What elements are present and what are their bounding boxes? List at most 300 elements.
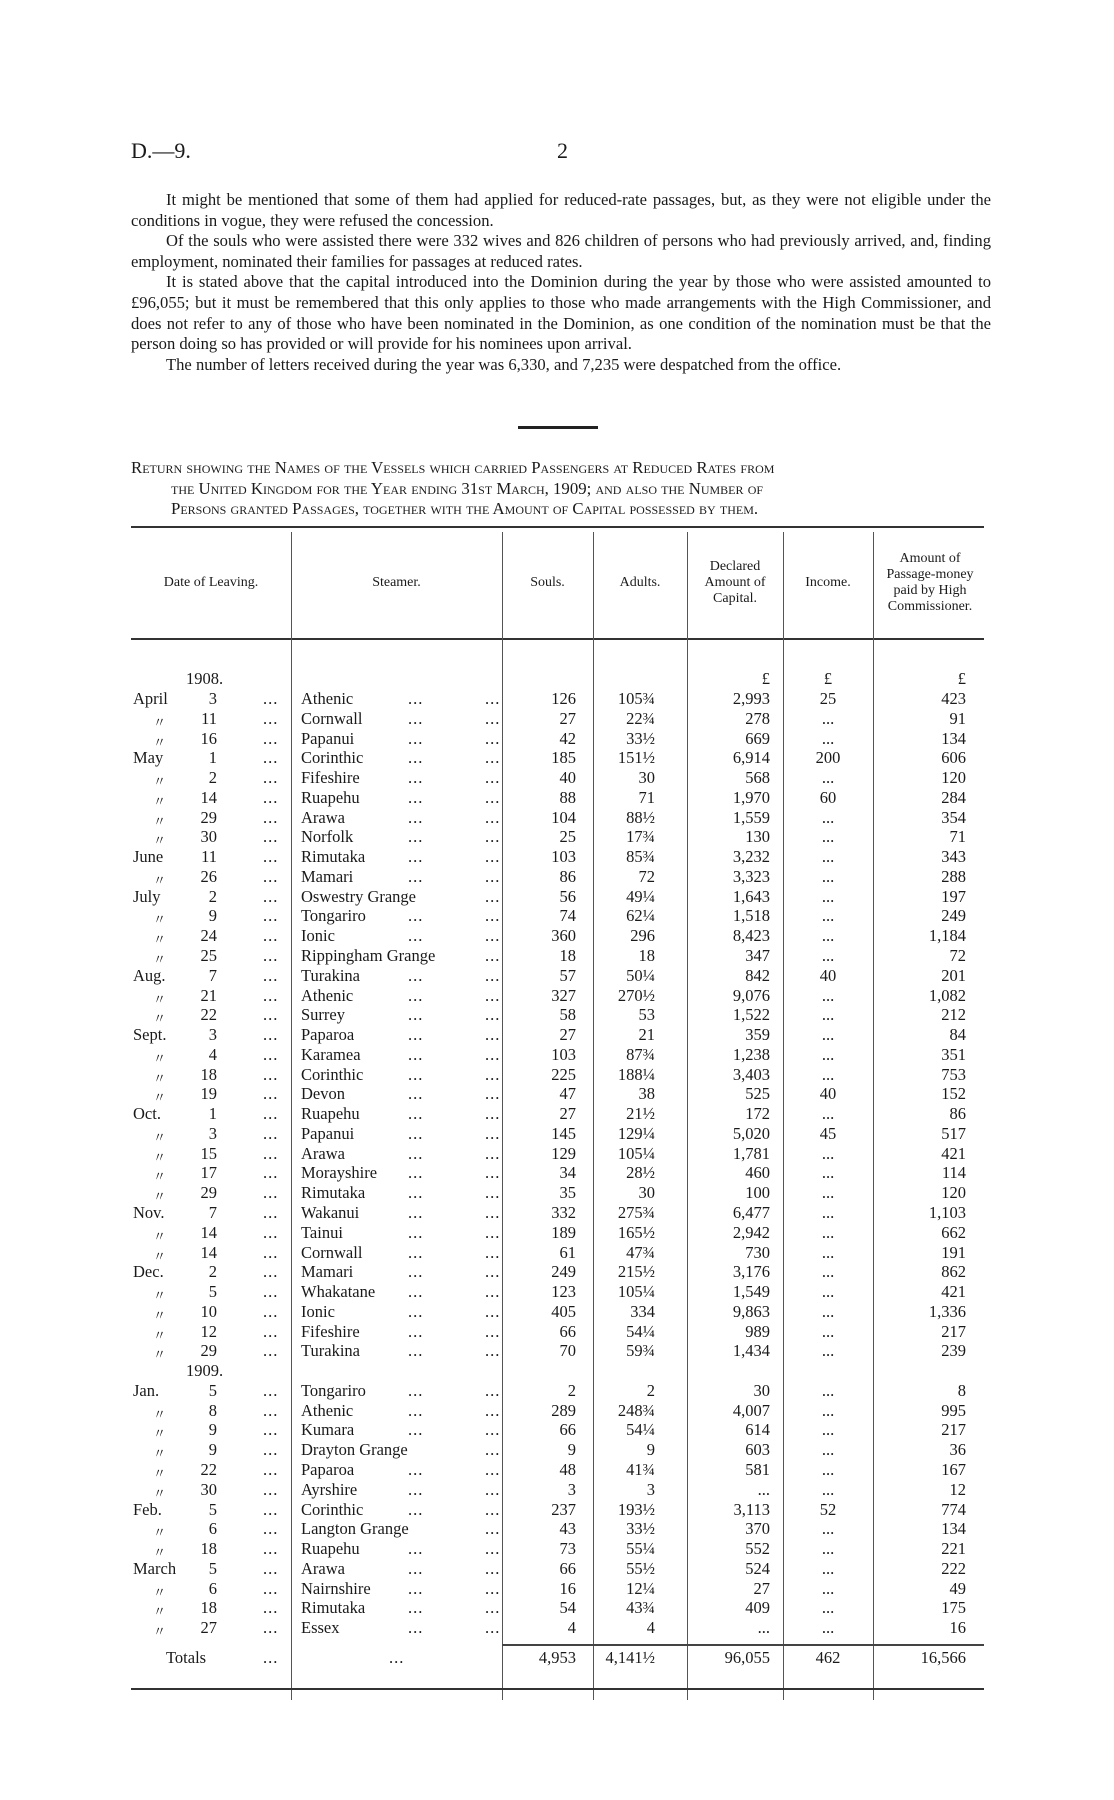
souls-value: 3 [567,1479,576,1499]
ditto-mark: 〃 [153,1288,167,1304]
ditto-mark: 〃 [153,1248,167,1264]
day: 22 [200,1005,217,1025]
leader-dots: ... [408,1123,424,1143]
leader-dots: ... [263,1163,279,1183]
capital-value: 1,238 [732,1044,770,1064]
leader-dots: ... [408,1341,424,1361]
table-row [131,1243,984,1263]
leader-dots: ... [485,1618,501,1638]
adults-value: 151½ [617,748,655,768]
leader-dots: ... [485,847,501,867]
income-value: ... [821,1519,835,1539]
table-row [131,1341,984,1361]
day: 11 [201,847,217,867]
capital-value: 100 [745,1183,770,1203]
capital-value: 3,323 [732,866,770,886]
capital-value: 5,020 [732,1123,770,1143]
table-row [131,1163,984,1183]
passage-money-value: 995 [941,1400,966,1420]
table-row [131,788,984,808]
souls-value: 66 [559,1420,576,1440]
income-value: ... [821,1460,835,1480]
passage-money-value: 134 [941,1519,966,1539]
table-row [131,1598,984,1618]
income-value: 60 [819,787,837,807]
table-title-line: Persons granted Passages, together with the Amount of Capital possessed by them. [171,499,759,518]
steamer-name: Corinthic [301,1064,364,1084]
table-row [131,847,984,867]
leader-dots: ... [263,1064,279,1084]
income-value: ... [821,866,835,886]
souls-value: 48 [559,1460,576,1480]
capital-value: 603 [745,1440,770,1460]
day: 27 [200,1618,217,1638]
leader-dots: ... [408,1479,424,1499]
capital-value: ... [757,1618,770,1638]
leader-dots: ... [263,1648,279,1667]
income-value: ... [821,946,835,965]
col-header-income: Income. [805,575,851,590]
ditto-mark: 〃 [153,1307,167,1323]
leader-dots: ... [485,1321,501,1341]
capital-value: 6,477 [732,1203,770,1223]
steamer-name: Cornwall [301,708,363,728]
passage-money-value: 606 [941,748,966,768]
adults-value: 54¼ [626,1420,655,1440]
table-row [131,689,984,709]
leader-dots: ... [263,1400,279,1420]
income-value: ... [821,1163,835,1183]
leader-dots: ... [408,906,424,926]
ditto-mark: 〃 [153,813,167,829]
ditto-mark: 〃 [153,714,167,730]
souls-value: 34 [559,1163,576,1183]
capital-value: 525 [745,1084,770,1104]
table-row [131,1045,984,1065]
leader-dots: ... [263,1222,279,1242]
adults-value: 43¾ [626,1598,655,1618]
adults-value: 30 [638,768,655,788]
ditto-mark: 〃 [153,734,167,750]
passage-money-value: 222 [941,1558,966,1578]
leader-dots: ... [263,1282,279,1302]
capital-value: 347 [745,946,770,965]
steamer-name: Paparoa [301,1460,355,1480]
leader-dots: ... [408,1163,424,1183]
adults-value: 4 [646,1618,655,1638]
leader-dots: ... [263,1519,279,1539]
totals-row [131,1648,984,1668]
capital-value: 130 [745,827,770,847]
leader-dots: ... [408,1539,424,1559]
ditto-mark: 〃 [153,1525,167,1541]
leader-dots: ... [485,946,501,965]
capital-value: 409 [745,1598,770,1618]
ditto-mark: 〃 [153,952,167,967]
income-value: ... [821,1539,835,1559]
income-value: ... [821,1203,835,1223]
leader-dots: ... [408,728,424,748]
passage-money-value: 72 [949,946,966,965]
souls-value: 4 [567,1618,576,1638]
capital-value: 552 [745,1539,770,1559]
income-value: ... [821,827,835,847]
ditto-mark: 〃 [153,1228,167,1244]
income-value: ... [821,1321,835,1341]
month: Sept. [133,1025,167,1045]
steamer-name: Tongariro [301,906,366,926]
day: 9 [208,1440,217,1460]
ditto-mark: 〃 [153,833,167,849]
adults-value: 18 [638,946,655,965]
table-row [131,1203,984,1223]
leader-dots: ... [485,1064,501,1084]
passage-money-value: 354 [941,807,966,827]
income-value: ... [821,1479,835,1499]
income-value: 40 [819,1084,837,1104]
adults-value: 87¾ [626,1044,655,1064]
day: 6 [208,1578,217,1598]
income-value: ... [821,906,835,926]
table-title-line: the United Kingdom for the Year ending 31st March, 1909; and also the Number of [171,478,764,498]
leader-dots: ... [408,1203,424,1223]
capital-value: 30 [753,1380,770,1400]
steamer-name: Langton Grange [301,1519,409,1539]
capital-value: 524 [745,1558,770,1578]
capital-value: 568 [745,768,770,788]
leader-dots: ... [408,847,424,867]
table-row [131,1084,984,1104]
leader-dots: ... [485,1084,501,1104]
col-header-adults: Adults. [619,575,661,590]
souls-value: 61 [559,1242,576,1262]
leader-dots: ... [263,985,279,1005]
leader-dots: ... [408,807,424,827]
steamer-name: Karamea [301,1044,361,1064]
steamer-name: Surrey [301,1005,345,1025]
leader-dots: ... [389,1648,405,1667]
souls-value: 27 [559,1025,576,1045]
adults-value: 9 [646,1440,655,1460]
passage-money-value: 152 [941,1084,966,1104]
passage-money-value: 517 [941,1123,966,1143]
income-value: ... [821,1005,835,1025]
table-row [131,1065,984,1085]
ditto-mark: 〃 [153,793,167,809]
day: 6 [208,1519,217,1539]
adults-value: 55½ [626,1558,655,1578]
table-row [131,1381,984,1401]
capital-value: 3,403 [732,1064,770,1084]
adults-value: 3 [646,1479,655,1499]
capital-value: 1,781 [732,1143,770,1163]
section-divider [518,426,598,429]
steamer-name: Ionic [301,926,335,946]
ditto-mark: 〃 [153,1129,167,1145]
adults-value: 54¼ [626,1321,655,1341]
steamer-name: Athenic [301,689,354,708]
adults-value: 28½ [626,1163,655,1183]
leader-dots: ... [263,1598,279,1618]
leader-dots: ... [408,1183,424,1203]
leader-dots: ... [485,1400,501,1420]
table-row [131,946,984,966]
income-value: ... [821,1064,835,1084]
souls-value: 27 [559,1104,576,1124]
ditto-mark: 〃 [153,1070,167,1086]
capital-value: 1,643 [732,886,770,906]
leader-dots: ... [408,1420,424,1440]
passage-money-value: 36 [949,1440,966,1460]
capital-value: 278 [745,708,770,728]
leader-dots: ... [263,1123,279,1143]
table-row [131,1322,984,1342]
souls-value: 9 [567,1440,576,1460]
leader-dots: ... [485,906,501,926]
souls-value: 58 [559,1005,576,1025]
steamer-name: Corinthic [301,1499,364,1519]
day: 18 [200,1539,217,1559]
leader-dots: ... [408,1282,424,1302]
ditto-mark: 〃 [153,1584,167,1600]
day: 2 [208,886,217,906]
income-value: ... [821,1618,835,1638]
passage-money-value: 201 [941,965,966,985]
souls-value: 70 [559,1341,576,1361]
leader-dots: ... [485,1044,501,1064]
paragraph: Of the souls who were assisted there were 332 wives and 826 children of persons who had previously arrived, and, finding employment, nominated their families for passages at reduced rates. [131,231,991,271]
adults-value: 275¾ [617,1203,655,1223]
souls-value: 86 [559,866,576,886]
leader-dots: ... [485,748,501,768]
leader-dots: ... [408,1460,424,1480]
income-value: ... [821,1400,835,1420]
steamer-name: Turakina [301,965,360,985]
income-value: ... [821,1143,835,1163]
leader-dots: ... [263,1203,279,1223]
table-row [131,1282,984,1302]
table-row [131,1183,984,1203]
day: 2 [208,768,217,788]
leader-dots: ... [408,1084,424,1104]
passage-money-value: 662 [941,1222,966,1242]
adults-value: 21 [638,1025,655,1045]
paragraph: It might be mentioned that some of them had applied for reduced-rate passages, but, as they were not eligible under the conditions in vogue, they were refused the concession. [131,190,991,230]
day: 8 [208,1400,217,1420]
steamer-name: Ruapehu [301,1104,360,1124]
leader-dots: ... [408,926,424,946]
leader-dots: ... [263,1440,279,1460]
souls-value: 332 [551,1203,576,1223]
souls-value: 145 [551,1123,576,1143]
day: 7 [208,1203,217,1223]
income-value: ... [821,1025,835,1045]
souls-value: 74 [559,906,576,926]
currency-mark: £ [823,669,833,689]
steamer-name: Tongariro [301,1380,366,1400]
steamer-name: Ruapehu [301,1539,360,1559]
income-value: ... [821,1044,835,1064]
day: 3 [208,689,217,708]
currency-mark: £ [761,669,770,689]
steamer-name: Ayrshire [301,1479,358,1499]
day: 1 [208,1104,217,1124]
table-row [131,1480,984,1500]
souls-value: 123 [551,1282,576,1302]
income-value: 25 [819,689,837,708]
adults-value: 296 [630,926,655,946]
souls-value: 66 [559,1321,576,1341]
day: 29 [200,1183,217,1203]
day: 29 [200,1341,217,1361]
adults-value: 17¾ [626,827,655,847]
passage-money-value: 16 [949,1618,966,1638]
total-passage-money: 16,566 [920,1648,966,1667]
leader-dots: ... [485,1005,501,1025]
day: 12 [200,1321,217,1341]
ditto-mark: 〃 [153,991,167,1007]
leader-dots: ... [263,1242,279,1262]
capital-value: 172 [745,1104,770,1124]
leader-dots: ... [485,787,501,807]
page-number: 2 [557,138,568,163]
day: 3 [208,1025,217,1045]
table-row [131,867,984,887]
souls-value: 54 [559,1598,576,1618]
income-value: ... [821,1301,835,1321]
passage-money-value: 1,184 [928,926,966,946]
day: 14 [200,787,217,807]
table-row [131,1539,984,1559]
leader-dots: ... [263,1321,279,1341]
ditto-mark: 〃 [153,1347,167,1363]
leader-dots: ... [263,807,279,827]
month: April [133,689,168,708]
leader-dots: ... [408,1499,424,1519]
souls-value: 327 [551,985,576,1005]
leader-dots: ... [485,1440,501,1460]
leader-dots: ... [263,1341,279,1361]
month: March [133,1558,177,1578]
paragraph: It is stated above that the capital introduced into the Dominion during the year by those who were assisted amounted to £96,055; but it must be remembered that this only applies to those who made arrangements with the High Commissioner, and does not refer to any of those who have been nominated in the Dominion, as one condition of the nomination must be that the person doing so has provided or will provide for his nominees upon arrival. [131,272,991,354]
adults-value: 334 [630,1301,655,1321]
income-value: ... [821,926,835,946]
souls-value: 103 [551,1044,576,1064]
leader-dots: ... [263,926,279,946]
leader-dots: ... [485,1222,501,1242]
ditto-mark: 〃 [153,1011,167,1027]
souls-value: 103 [551,847,576,867]
table-row [131,1440,984,1460]
passage-money-value: 862 [941,1262,966,1282]
totals-label: Totals [166,1648,207,1667]
capital-value: 3,176 [732,1262,770,1282]
table-row [131,906,984,926]
souls-value: 360 [551,926,576,946]
income-value: 45 [819,1123,837,1143]
day: 1 [208,748,217,768]
leader-dots: ... [485,1242,501,1262]
ditto-mark: 〃 [153,774,167,790]
passage-money-value: 114 [941,1163,966,1183]
income-value: ... [821,1578,835,1598]
total-adults: 4,141½ [605,1648,655,1667]
day: 5 [208,1282,217,1302]
adults-value: 22¾ [626,708,655,728]
passage-money-value: 421 [941,1282,966,1302]
passage-money-value: 71 [949,827,966,847]
ditto-mark: 〃 [153,1426,167,1442]
steamer-name: Rimutaka [301,1183,366,1203]
steamer-name: Corinthic [301,748,364,768]
income-value: ... [821,1183,835,1203]
leader-dots: ... [485,1163,501,1183]
leader-dots: ... [408,1558,424,1578]
passage-money-value: 167 [941,1460,966,1480]
souls-value: 16 [559,1578,576,1598]
leader-dots: ... [485,1539,501,1559]
leader-dots: ... [485,965,501,985]
souls-value: 40 [559,768,576,788]
day: 3 [208,1123,217,1143]
leader-dots: ... [263,768,279,788]
souls-value: 66 [559,1558,576,1578]
col-header-steamer: Steamer. [372,575,421,590]
steamer-name: Cornwall [301,1242,363,1262]
table-row [131,1104,984,1124]
year-row [131,1361,984,1381]
souls-value: 18 [559,946,576,965]
passage-money-value: 91 [949,708,966,728]
souls-value: 56 [559,886,576,906]
leader-dots: ... [485,689,501,708]
day: 14 [200,1242,217,1262]
steamer-name: Rimutaka [301,847,366,867]
day: 21 [200,985,217,1005]
leader-dots: ... [408,965,424,985]
leader-dots: ... [485,1479,501,1499]
leader-dots: ... [485,1519,501,1539]
table-row [131,729,984,749]
adults-value: 105¼ [617,1282,655,1302]
day: 5 [208,1558,217,1578]
leader-dots: ... [408,1104,424,1124]
income-value: ... [821,1242,835,1262]
month: June [133,847,164,867]
table-row [131,1124,984,1144]
total-capital: 96,055 [724,1648,770,1667]
passage-money-value: 84 [949,1025,966,1045]
table-row [131,827,984,847]
ditto-mark: 〃 [153,1149,167,1165]
day: 7 [208,965,217,985]
leader-dots: ... [263,906,279,926]
passage-money-value: 1,103 [928,1203,966,1223]
leader-dots: ... [263,1539,279,1559]
adults-value: 2 [646,1380,655,1400]
day: 30 [200,827,217,847]
adults-value: 62¼ [626,906,655,926]
adults-value: 50¼ [626,965,655,985]
adults-value: 72 [638,866,655,886]
passage-money-value: 249 [941,906,966,926]
table-row [131,1420,984,1440]
table-row [131,709,984,729]
day: 17 [200,1163,217,1183]
souls-value: 289 [551,1400,576,1420]
souls-value: 185 [551,748,576,768]
leader-dots: ... [485,1123,501,1143]
